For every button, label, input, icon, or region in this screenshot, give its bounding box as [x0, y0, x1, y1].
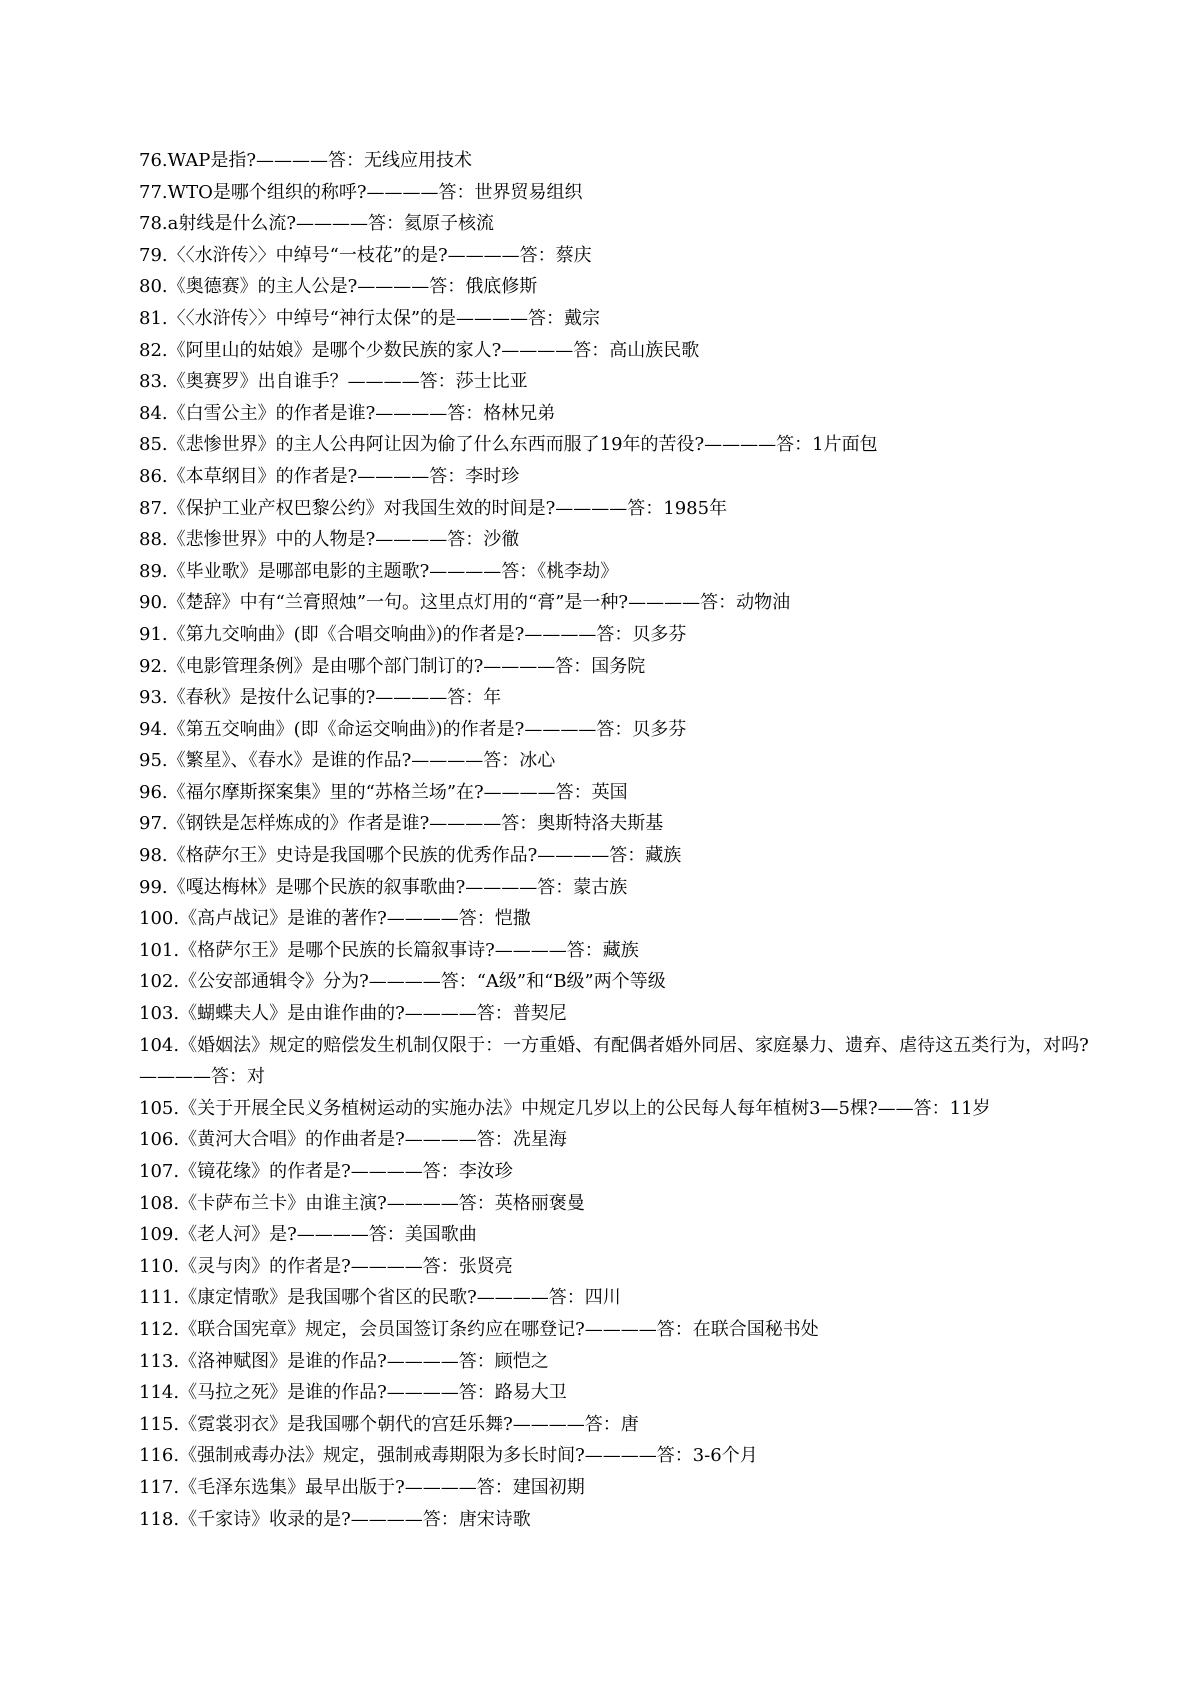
qa-line: 111.《康定情歌》是我国哪个省区的民歌?————答：四川	[139, 1287, 621, 1309]
qa-line: 95.《繁星》、《春水》是谁的作品?————答：冰心	[139, 750, 556, 772]
qa-line: 85.《悲惨世界》的主人公冉阿让因为偷了什么东西而服了19年的苦役?————答：1片面包	[139, 434, 878, 456]
qa-line: 78.a射线是什么流?————答：氦原子核流	[139, 213, 495, 235]
qa-line: 91.《第九交响曲》(即《合唱交响曲》)的作者是?————答：贝多芬	[139, 623, 687, 645]
qa-line: 93.《春秋》是按什么记事的?————答：年	[139, 687, 502, 709]
qa-line: 99.《嘎达梅林》是哪个民族的叙事歌曲?————答：蒙古族	[139, 876, 628, 898]
qa-line: 86.《本草纲目》的作者是?————答：李时珍	[139, 465, 520, 487]
qa-line: 104.《婚姻法》规定的赔偿发生机制仅限于：一方重婚、有配偶者婚外同居、家庭暴力、遗弃、虐待这五类行为，对吗?————答：对	[139, 1034, 1089, 1088]
qa-line: 113.《洛神赋图》是谁的作品?————答：顾恺之	[139, 1350, 549, 1372]
qa-line: 84.《白雪公主》的作者是谁?————答：格林兄弟	[139, 402, 556, 424]
qa-line: 79.〈〈水浒传〉〉中绰号“一枝花”的是?————答：蔡庆	[139, 244, 592, 266]
qa-line: 109.《老人河》是?————答：美国歌曲	[139, 1224, 477, 1246]
qa-line: 114.《马拉之死》是谁的作品?————答：路易大卫	[139, 1382, 567, 1404]
qa-line: 87.《保护工业产权巴黎公约》对我国生效的时间是?————答：1985年	[139, 497, 728, 519]
qa-line: 92.《电影管理条例》是由哪个部门制订的?————答：国务院	[139, 655, 646, 677]
qa-line: 80.《奥德赛》的主人公是?————答：俄底修斯	[139, 276, 538, 298]
qa-line: 116.《强制戒毒办法》规定，强制戒毒期限为多长时间?————答：3-6个月	[139, 1445, 758, 1467]
qa-line: 110.《灵与肉》的作者是?————答：张贤亮	[139, 1255, 513, 1277]
qa-line: 88.《悲惨世界》中的人物是?————答：沙徹	[139, 529, 520, 551]
qa-line: 89.《毕业歌》是哪部电影的主题歌?————答：《桃李劫》	[139, 560, 619, 582]
qa-line: 98.《格萨尔王》史诗是我国哪个民族的优秀作品?————答：藏族	[139, 845, 682, 867]
qa-line: 102.《公安部通辑令》分为?————答：“A级”和“B级”两个等级	[139, 971, 666, 993]
qa-line: 106.《黄河大合唱》的作曲者是?————答：冼星海	[139, 1129, 567, 1151]
qa-line: 83.《奥赛罗》出自谁手？————答：莎士比亚	[139, 371, 528, 393]
qa-line: 77.WTO是哪个组织的称呼?————答：世界贸易组织	[139, 181, 583, 203]
qa-line: 101.《格萨尔王》是哪个民族的长篇叙事诗?————答：藏族	[139, 939, 639, 961]
qa-line: 117.《毛泽东选集》最早出版于?————答：建国初期	[139, 1476, 585, 1498]
qa-line: 96.《福尔摩斯探案集》里的“苏格兰场”在?————答：英国	[139, 781, 628, 803]
qa-line: 105.《关于开展全民义务植树运动的实施办法》中规定几岁以上的公民每人每年植树3—5棵?——答：11岁	[139, 1097, 991, 1119]
qa-line: 103.《蝴蝶夫人》是由谁作曲的?————答：普契尼	[139, 1003, 567, 1025]
qa-line: 107.《镜花缘》的作者是?————答：李汝珍	[139, 1161, 513, 1182]
qa-line: 108.《卡萨布兰卡》由谁主演?————答：英格丽褒曼	[139, 1192, 585, 1214]
qa-line: 112.《联合国宪章》规定，会员国签订条约应在哪登记?————答：在联合国秘书处	[139, 1318, 819, 1340]
qa-line: 76.WAP是指?————答：无线应用技术	[139, 150, 472, 171]
qa-line: 115.《霓裳羽衣》是我国哪个朝代的宫廷乐舞?————答：唐	[139, 1413, 639, 1435]
qa-line: 97.《钢铁是怎样炼成的》作者是谁?————答：奥斯特洛夫斯基	[139, 813, 664, 835]
qa-line: 81.〈〈水浒传〉〉中绰号“神行太保”的是————答：戴宗	[139, 307, 601, 329]
qa-line: 94.《第五交响曲》(即《命运交响曲》)的作者是?————答：贝多芬	[139, 718, 687, 740]
qa-list	[139, 145, 1099, 1535]
qa-line: 118.《千家诗》收录的是?————答：唐宋诗歌	[139, 1508, 531, 1530]
qa-line: 82.《阿里山的姑娘》是哪个少数民族的家人?————答：高山族民歌	[139, 339, 700, 361]
qa-line: 100.《高卢战记》是谁的著作?————答：恺撒	[139, 908, 531, 930]
qa-line: 90.《楚辞》中有“兰膏照烛”一句。这里点灯用的“膏”是一种?————答：动物油	[139, 592, 791, 614]
